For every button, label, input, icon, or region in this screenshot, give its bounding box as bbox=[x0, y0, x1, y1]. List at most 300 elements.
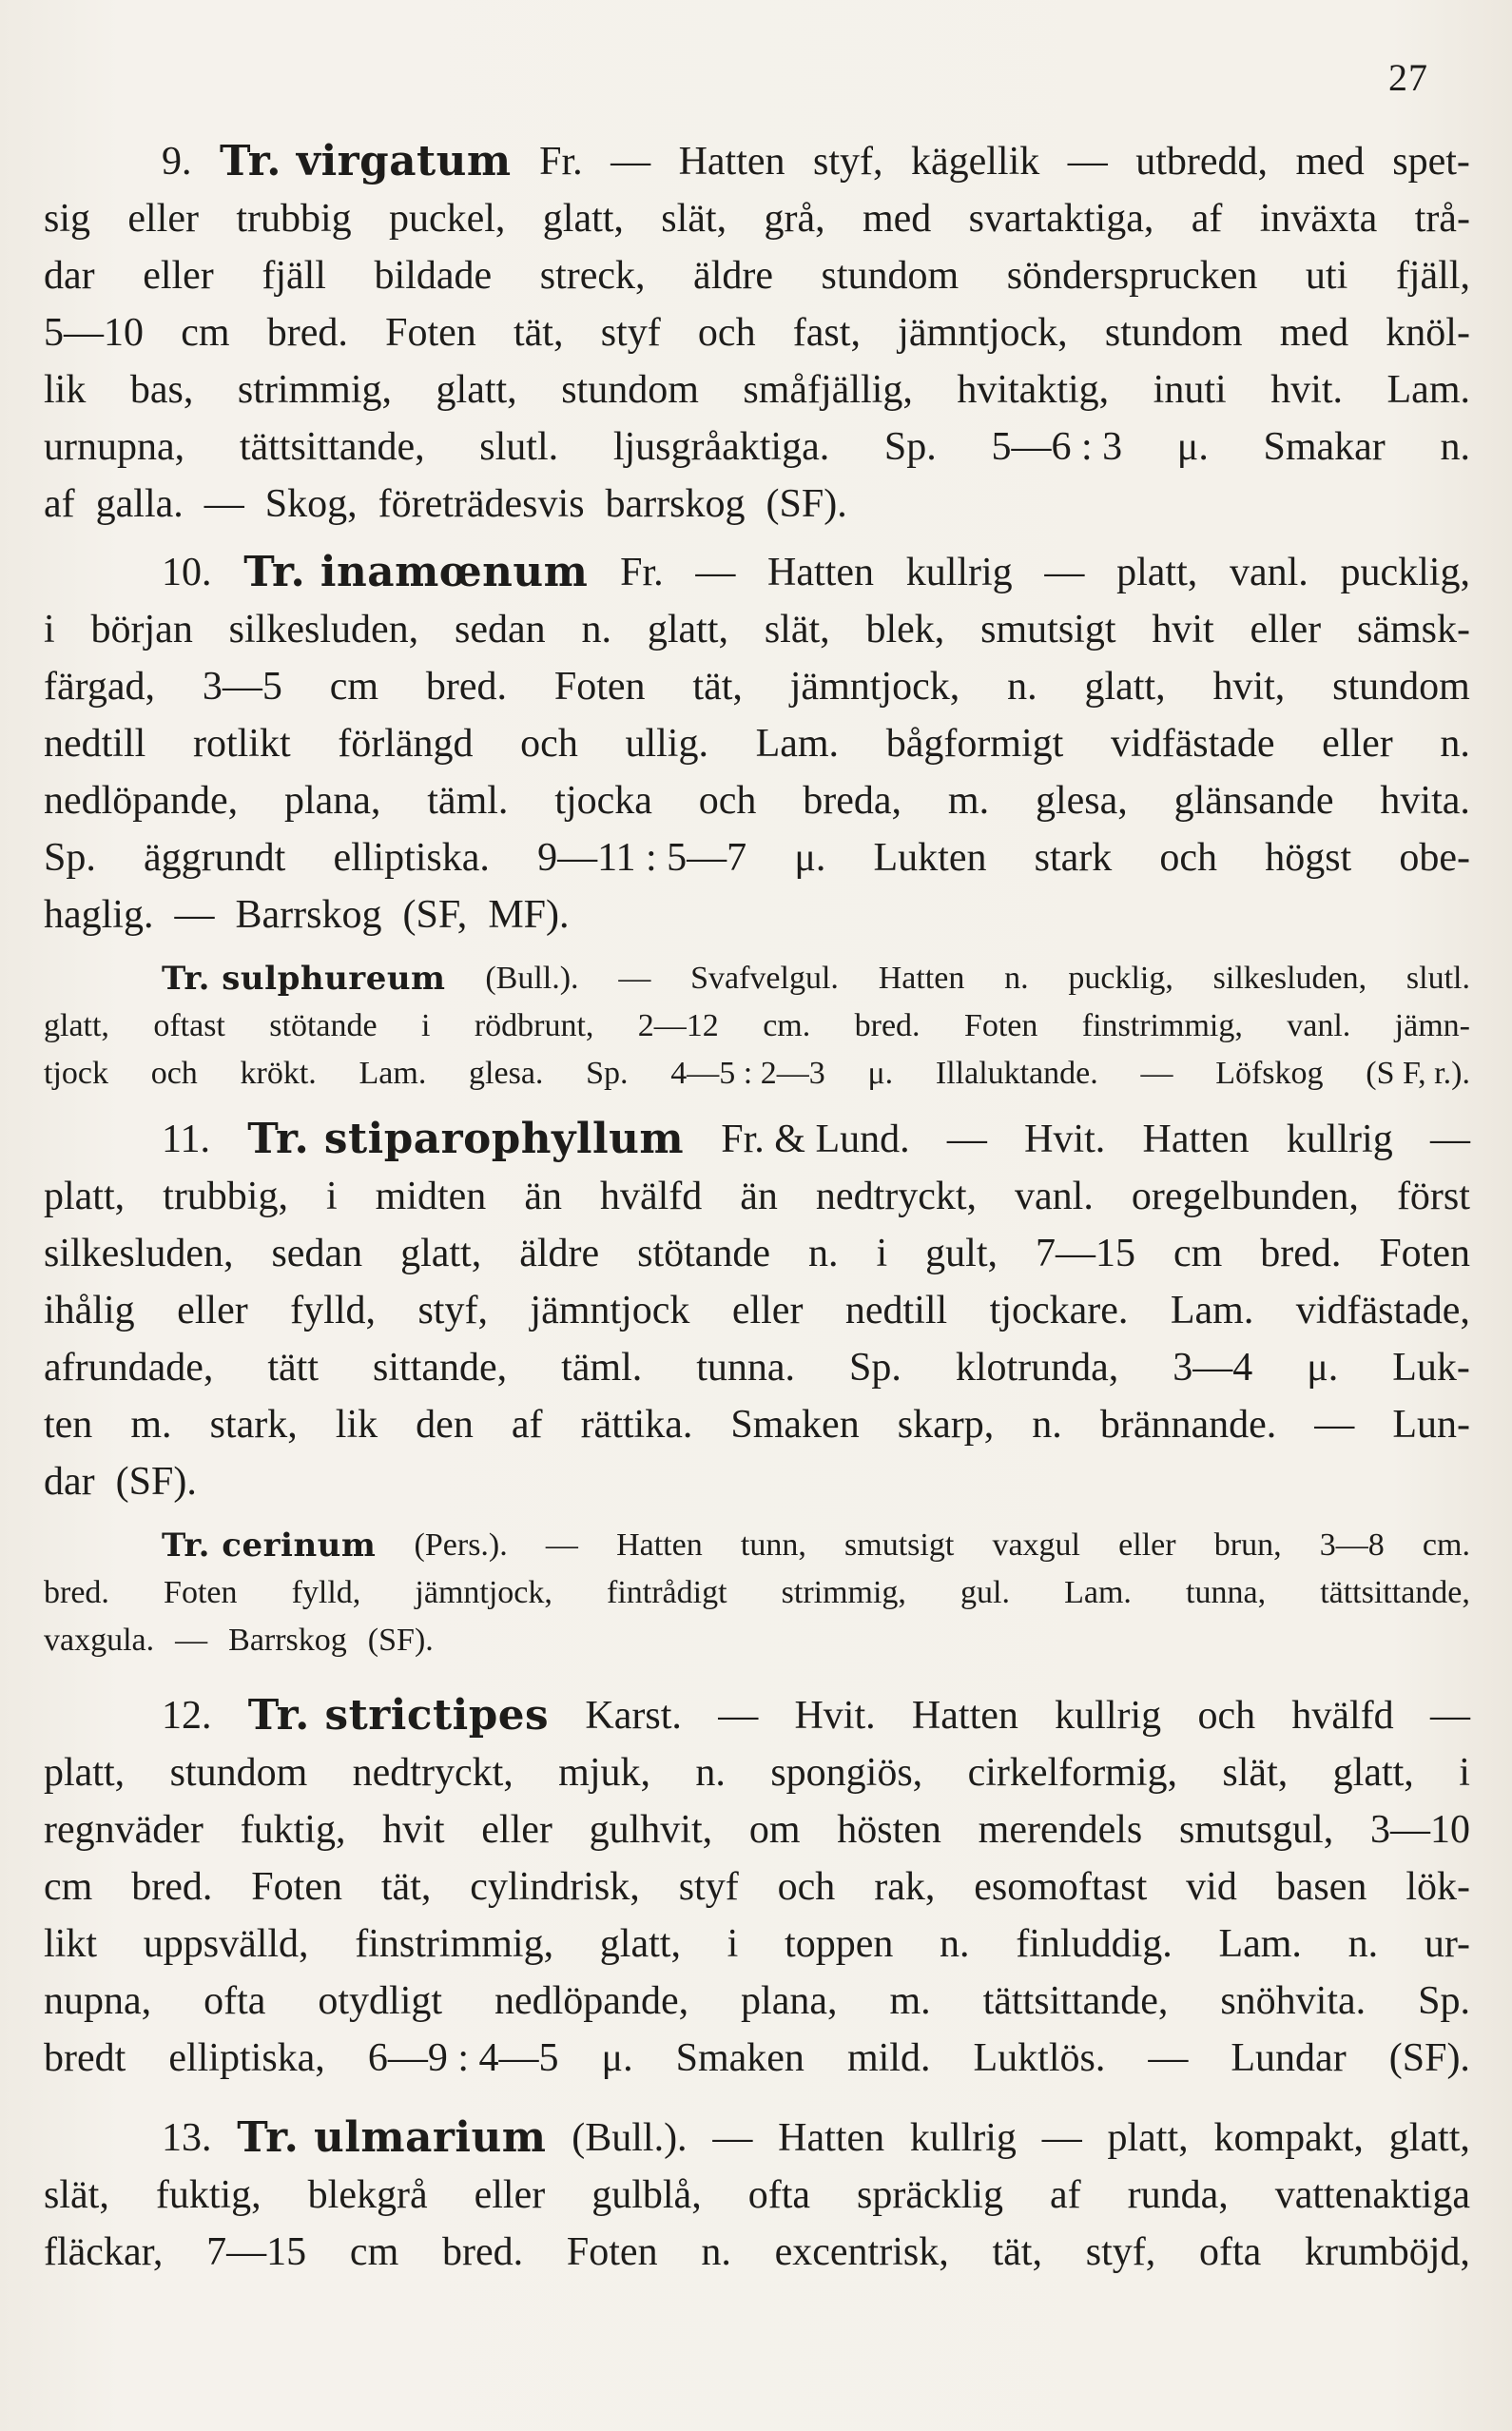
word: Hatten bbox=[778, 2116, 885, 2160]
word: (Bull.). bbox=[572, 2116, 688, 2160]
word: Foten bbox=[566, 2230, 658, 2274]
word: jämntjock bbox=[530, 1289, 690, 1332]
species-name: Tr. stiparophyllum bbox=[247, 1115, 685, 1163]
word: bågformigt bbox=[885, 722, 1064, 766]
word: Lam. bbox=[1170, 1289, 1254, 1332]
word: Smaken bbox=[675, 2036, 804, 2080]
word: basen bbox=[1275, 1865, 1367, 1909]
word: ofta bbox=[1198, 2230, 1262, 2274]
word: hvita. bbox=[1380, 779, 1470, 823]
word: bred. bbox=[266, 311, 348, 355]
word: 9. bbox=[162, 140, 192, 184]
word: spongiös, bbox=[770, 1751, 923, 1795]
word: glatt, bbox=[1332, 1751, 1414, 1795]
word: hvit bbox=[382, 1808, 445, 1852]
word: strimmig, bbox=[237, 368, 393, 412]
word: Foten bbox=[251, 1865, 342, 1909]
word: äldre bbox=[519, 1232, 600, 1275]
word: Lundar bbox=[1231, 2036, 1347, 2080]
word: cm. bbox=[1422, 1527, 1470, 1563]
word: platt, bbox=[1116, 551, 1198, 594]
text-line bbox=[44, 1522, 1470, 1569]
word: högst bbox=[1265, 836, 1352, 880]
word: 4—5 : 2—3 bbox=[670, 1056, 825, 1091]
word: Barrskog bbox=[228, 1623, 347, 1658]
word: lik bbox=[44, 368, 87, 412]
word: stundom bbox=[1104, 311, 1243, 355]
species-entry-strictipes bbox=[44, 1687, 1470, 2087]
word: — bbox=[1429, 1694, 1470, 1738]
text-line bbox=[44, 1617, 1470, 1664]
word: vidfästade bbox=[1110, 722, 1275, 766]
word: (S F, r.). bbox=[1366, 1056, 1470, 1091]
word: Lam. bbox=[1064, 1575, 1132, 1610]
text-line bbox=[44, 190, 1470, 247]
word: n. bbox=[701, 2230, 731, 2274]
word: Lam. bbox=[755, 722, 840, 766]
word: jämntjock, bbox=[898, 311, 1068, 355]
text-line bbox=[44, 1339, 1470, 1396]
word: kullrig bbox=[909, 2116, 1017, 2160]
word: inväxta bbox=[1259, 197, 1378, 241]
word: m. bbox=[889, 1979, 931, 2023]
word: den bbox=[416, 1403, 474, 1447]
word: i bbox=[420, 1008, 431, 1043]
word: knöl- bbox=[1386, 311, 1470, 355]
word: gulblå, bbox=[591, 2173, 702, 2217]
word: slät, bbox=[661, 197, 727, 241]
text-line bbox=[44, 1687, 1470, 1744]
word: cirkelformig, bbox=[967, 1751, 1178, 1795]
word: elliptiska. bbox=[333, 836, 490, 880]
word: styf, bbox=[813, 140, 883, 184]
word: — bbox=[1314, 1403, 1355, 1447]
word: rotlikt bbox=[192, 722, 291, 766]
word: trå- bbox=[1414, 197, 1470, 241]
word: — bbox=[718, 1694, 759, 1738]
text-line bbox=[44, 829, 1470, 886]
word: i bbox=[325, 1175, 338, 1218]
word: af bbox=[44, 482, 75, 526]
word: Hatten bbox=[767, 551, 874, 594]
word: början bbox=[90, 608, 193, 652]
page-number: 27 bbox=[1388, 56, 1428, 99]
word: mild. bbox=[846, 2036, 931, 2080]
word: — bbox=[1429, 1118, 1470, 1161]
word: söndersprucken bbox=[1006, 254, 1258, 298]
word: fuktig, bbox=[155, 2173, 262, 2217]
word: ofta bbox=[747, 2173, 810, 2217]
text-line bbox=[44, 1744, 1470, 1801]
word: sittande, bbox=[373, 1346, 508, 1390]
word: i bbox=[727, 1922, 739, 1966]
word: n. bbox=[1007, 665, 1037, 709]
word: nedtryckt, bbox=[815, 1175, 978, 1218]
word: och bbox=[150, 1056, 198, 1091]
word: slät, bbox=[764, 608, 830, 652]
word: smutsigt bbox=[980, 608, 1116, 652]
word: smutsigt bbox=[844, 1527, 955, 1563]
word: n. bbox=[1032, 1403, 1062, 1447]
word: tättsittande, bbox=[239, 425, 425, 469]
text-line bbox=[44, 772, 1470, 829]
text-line bbox=[44, 1002, 1470, 1050]
word: 9—11 : 5—7 bbox=[537, 836, 747, 880]
word: tjockare. bbox=[989, 1289, 1129, 1332]
word: färgad, bbox=[44, 665, 155, 709]
word: bred. bbox=[442, 2230, 524, 2274]
word: i bbox=[1459, 1751, 1470, 1795]
word: eller bbox=[177, 1289, 248, 1332]
word: Lukten bbox=[873, 836, 987, 880]
word: bred. bbox=[425, 665, 508, 709]
text-line bbox=[44, 955, 1470, 1002]
word: bas, bbox=[129, 368, 194, 412]
word: täml. bbox=[427, 779, 509, 823]
word: styf, bbox=[417, 1289, 488, 1332]
text-line bbox=[44, 601, 1470, 658]
word: rödbrunt, bbox=[474, 1008, 594, 1043]
word: ofta bbox=[204, 1979, 266, 2023]
word: m. bbox=[947, 779, 990, 823]
word: tjock bbox=[44, 1056, 108, 1091]
word: midten bbox=[375, 1175, 487, 1218]
text-line bbox=[44, 247, 1470, 304]
word: dar bbox=[44, 254, 95, 298]
species-entry-ulmarium bbox=[44, 2110, 1470, 2281]
word: stötande bbox=[637, 1232, 771, 1275]
word: Hvit. bbox=[794, 1694, 876, 1738]
word: μ. bbox=[794, 836, 826, 880]
word: n. bbox=[1004, 961, 1029, 996]
word: vidfästade, bbox=[1295, 1289, 1470, 1332]
word: n. bbox=[581, 608, 611, 652]
word: — bbox=[1044, 551, 1085, 594]
text-line bbox=[44, 658, 1470, 715]
word: silkesluden, bbox=[228, 608, 419, 652]
word: Foten bbox=[963, 1008, 1038, 1043]
word: barrskog bbox=[605, 482, 746, 526]
word: Sp. bbox=[586, 1056, 629, 1091]
word: tunna, bbox=[1186, 1575, 1267, 1610]
word: brun, bbox=[1213, 1527, 1282, 1563]
word: vattenaktiga bbox=[1274, 2173, 1470, 2217]
word: Hvit. bbox=[1024, 1118, 1106, 1161]
word: eller bbox=[474, 2173, 546, 2217]
text-line bbox=[44, 2224, 1470, 2281]
word: jämntjock, bbox=[415, 1575, 552, 1610]
word: hvälfd bbox=[599, 1175, 703, 1218]
word: slutl. bbox=[479, 425, 559, 469]
word: glatt, bbox=[44, 1008, 109, 1043]
word: tunn, bbox=[740, 1527, 806, 1563]
species-entry-stiparophyllum bbox=[44, 1111, 1470, 1510]
word: kullrig bbox=[1286, 1118, 1393, 1161]
word: fintrådigt bbox=[607, 1575, 727, 1610]
word: tätt bbox=[267, 1346, 320, 1390]
word: gulhvit, bbox=[589, 1808, 713, 1852]
word: dar bbox=[44, 1460, 95, 1504]
word: med bbox=[1279, 311, 1349, 355]
word: — bbox=[204, 482, 244, 526]
word: streck, bbox=[539, 254, 646, 298]
word: gul. bbox=[960, 1575, 1010, 1610]
word: (SF). bbox=[1388, 2036, 1470, 2080]
word: puckel, bbox=[388, 197, 506, 241]
word: Skog, bbox=[264, 482, 358, 526]
word: silkesluden, bbox=[1212, 961, 1367, 996]
text-line bbox=[44, 1801, 1470, 1858]
word: strimmig, bbox=[781, 1575, 906, 1610]
word: Hatten bbox=[678, 140, 785, 184]
word: af bbox=[1049, 2173, 1081, 2217]
page-text bbox=[44, 133, 1470, 2292]
word: cm bbox=[329, 665, 379, 709]
word: bredt bbox=[44, 2036, 126, 2080]
word: slät, bbox=[44, 2173, 109, 2217]
word: bildade bbox=[374, 254, 493, 298]
word: (Bull.). bbox=[485, 961, 579, 996]
word: — bbox=[174, 893, 215, 937]
word: glatt, bbox=[1388, 2116, 1470, 2160]
word: — bbox=[946, 1118, 987, 1161]
text-line bbox=[44, 1916, 1470, 1973]
word: vanl. bbox=[1229, 551, 1308, 594]
word: bred. bbox=[854, 1008, 921, 1043]
word: sämsk- bbox=[1357, 608, 1470, 652]
word: skarp, bbox=[897, 1403, 995, 1447]
text-line bbox=[44, 2167, 1470, 2224]
word: glatt, bbox=[599, 1922, 681, 1966]
word: mjuk, bbox=[558, 1751, 651, 1795]
word: Luk- bbox=[1392, 1346, 1470, 1390]
word: cm bbox=[1173, 1232, 1223, 1275]
word: utbredd, bbox=[1135, 140, 1268, 184]
text-line bbox=[44, 304, 1470, 361]
word: smutsgul, bbox=[1179, 1808, 1334, 1852]
word: spräcklig bbox=[857, 2173, 1003, 2217]
word: finstrimmig, bbox=[1081, 1008, 1243, 1043]
word: stundom bbox=[1332, 665, 1470, 709]
text-line bbox=[44, 1050, 1470, 1098]
word: Foten bbox=[1379, 1232, 1470, 1275]
word: glänsande bbox=[1173, 779, 1334, 823]
word: Sp. bbox=[44, 836, 96, 880]
word: Hatten bbox=[616, 1527, 703, 1563]
word: Illaluktande. bbox=[935, 1056, 1098, 1091]
word: 3—10 bbox=[1369, 1808, 1470, 1852]
word: — bbox=[695, 551, 736, 594]
word: vaxgula. bbox=[44, 1623, 155, 1658]
word: μ. bbox=[1307, 1346, 1339, 1390]
text-line bbox=[44, 886, 1470, 943]
word: platt, bbox=[44, 1175, 126, 1218]
species-entry-inamœnum bbox=[44, 544, 1470, 943]
word: tät, bbox=[992, 2230, 1042, 2274]
word: — bbox=[1041, 2116, 1082, 2160]
word: μ. bbox=[867, 1056, 894, 1091]
word: vid bbox=[1186, 1865, 1237, 1909]
word: ullig. bbox=[625, 722, 708, 766]
text-line bbox=[44, 1973, 1470, 2030]
word: nedtryckt, bbox=[352, 1751, 514, 1795]
word: snöhvita. bbox=[1220, 1979, 1367, 2023]
text-line bbox=[44, 715, 1470, 772]
word: med bbox=[862, 197, 932, 241]
word: vanl. bbox=[1287, 1008, 1351, 1043]
word: nedtill bbox=[844, 1289, 948, 1332]
word: i bbox=[44, 608, 55, 652]
word: tunna. bbox=[696, 1346, 796, 1390]
word: äldre bbox=[693, 254, 773, 298]
word: jämn- bbox=[1394, 1008, 1470, 1043]
word: trubbig, bbox=[163, 1175, 288, 1218]
word: Smakar bbox=[1263, 425, 1386, 469]
word: runda, bbox=[1127, 2173, 1229, 2217]
word: 7—15 bbox=[1035, 1232, 1135, 1275]
word: Karst. bbox=[585, 1694, 682, 1738]
word: μ. bbox=[601, 2036, 633, 2080]
word: vanl. bbox=[1015, 1175, 1094, 1218]
word: och bbox=[520, 722, 578, 766]
word: kägellik bbox=[910, 140, 1040, 184]
word: pucklig, bbox=[1068, 961, 1173, 996]
word: stundom bbox=[169, 1751, 308, 1795]
word: (SF). bbox=[766, 482, 847, 526]
word: Hatten bbox=[911, 1694, 1018, 1738]
word: Fr. bbox=[620, 551, 664, 594]
word: excentrisk, bbox=[774, 2230, 949, 2274]
word: ur- bbox=[1424, 1922, 1470, 1966]
word: n. bbox=[808, 1232, 839, 1275]
word: tättsittande, bbox=[1320, 1575, 1470, 1610]
text-line bbox=[44, 1168, 1470, 1225]
word: sedan bbox=[271, 1232, 363, 1275]
word: fast, bbox=[792, 311, 861, 355]
sub-entry-cerinum bbox=[44, 1522, 1470, 1664]
word: Lam. bbox=[359, 1056, 427, 1091]
word: finluddig. bbox=[1016, 1922, 1173, 1966]
word: af bbox=[1191, 197, 1223, 241]
word: eller bbox=[1322, 722, 1393, 766]
word: MF). bbox=[488, 893, 570, 937]
word: esomoftast bbox=[974, 1865, 1148, 1909]
word: — bbox=[618, 961, 651, 996]
word: galla. bbox=[95, 482, 184, 526]
text-line bbox=[44, 1569, 1470, 1617]
word: småfjällig, bbox=[743, 368, 913, 412]
word: äggrundt bbox=[144, 836, 286, 880]
word: kullrig bbox=[1055, 1694, 1162, 1738]
word: m. bbox=[130, 1403, 172, 1447]
word: — bbox=[712, 2116, 753, 2160]
word: och bbox=[777, 1865, 836, 1909]
word: n. bbox=[1347, 1922, 1379, 1966]
word: (SF). bbox=[115, 1460, 197, 1504]
word: merendels bbox=[978, 1808, 1143, 1852]
word: spet- bbox=[1392, 140, 1470, 184]
word: (Pers.). bbox=[414, 1527, 508, 1563]
text-line bbox=[44, 1453, 1470, 1510]
word: stark bbox=[1034, 836, 1113, 880]
word: om bbox=[748, 1808, 801, 1852]
word: blekgrå bbox=[307, 2173, 428, 2217]
word: pucklig, bbox=[1340, 551, 1470, 594]
word: först bbox=[1396, 1175, 1470, 1218]
word: fjäll, bbox=[1395, 254, 1470, 298]
word: Sp. bbox=[883, 425, 937, 469]
word: hvitaktig, bbox=[957, 368, 1110, 412]
word: bred. bbox=[44, 1575, 109, 1610]
word: slät, bbox=[1222, 1751, 1289, 1795]
word: (SF). bbox=[367, 1623, 434, 1658]
word: förlängd bbox=[338, 722, 474, 766]
word: plana, bbox=[741, 1979, 838, 2023]
word: blek, bbox=[865, 608, 945, 652]
word: Hatten bbox=[1142, 1118, 1250, 1161]
word: Löfskog bbox=[1215, 1056, 1324, 1091]
word: nupna, bbox=[44, 1979, 152, 2023]
word: styf bbox=[600, 311, 661, 355]
word: stötande bbox=[269, 1008, 378, 1043]
word: plana, bbox=[283, 779, 381, 823]
species-name: Tr. strictipes bbox=[247, 1691, 550, 1740]
text-line bbox=[44, 133, 1470, 190]
word: 6—9 : 4—5 bbox=[367, 2036, 559, 2080]
word: afrundade, bbox=[44, 1346, 214, 1390]
word: 12. bbox=[162, 1694, 212, 1738]
text-line bbox=[44, 2030, 1470, 2087]
word: 11. bbox=[162, 1118, 210, 1161]
word: i bbox=[876, 1232, 888, 1275]
word: Lun- bbox=[1392, 1403, 1470, 1447]
word: n. bbox=[940, 1922, 970, 1966]
word: n. bbox=[1440, 722, 1470, 766]
word: rättika. bbox=[580, 1403, 693, 1447]
word: cm. bbox=[763, 1008, 811, 1043]
word: styf, bbox=[1085, 2230, 1156, 2274]
text-line bbox=[44, 361, 1470, 418]
text-line bbox=[44, 1111, 1470, 1168]
word: glatt, bbox=[647, 608, 728, 652]
word: nedlöpande, bbox=[494, 1979, 689, 2023]
word: ten bbox=[44, 1403, 93, 1447]
word: Luktlös. bbox=[973, 2036, 1106, 2080]
word: hösten bbox=[837, 1808, 941, 1852]
word: otydligt bbox=[318, 1979, 443, 2023]
word: fylld, bbox=[290, 1289, 376, 1332]
word: eller bbox=[1250, 608, 1322, 652]
word: täml. bbox=[561, 1346, 643, 1390]
word: Lam. bbox=[1218, 1922, 1302, 1966]
word: tät, bbox=[514, 311, 564, 355]
word: eller bbox=[1118, 1527, 1176, 1563]
word: Fr. & Lund. bbox=[721, 1118, 910, 1161]
word: tät, bbox=[692, 665, 743, 709]
word: 7—15 bbox=[206, 2230, 307, 2274]
word: Foten bbox=[385, 311, 476, 355]
word: oftast bbox=[153, 1008, 225, 1043]
text-line bbox=[44, 418, 1470, 476]
word: jämntjock, bbox=[789, 665, 960, 709]
word: fjäll bbox=[262, 254, 326, 298]
word: glatt, bbox=[400, 1232, 482, 1275]
word: cylindrisk, bbox=[470, 1865, 640, 1909]
word: n. bbox=[695, 1751, 726, 1795]
word: bred. bbox=[131, 1865, 213, 1909]
word: nedtill bbox=[44, 722, 146, 766]
word: grå, bbox=[764, 197, 825, 241]
